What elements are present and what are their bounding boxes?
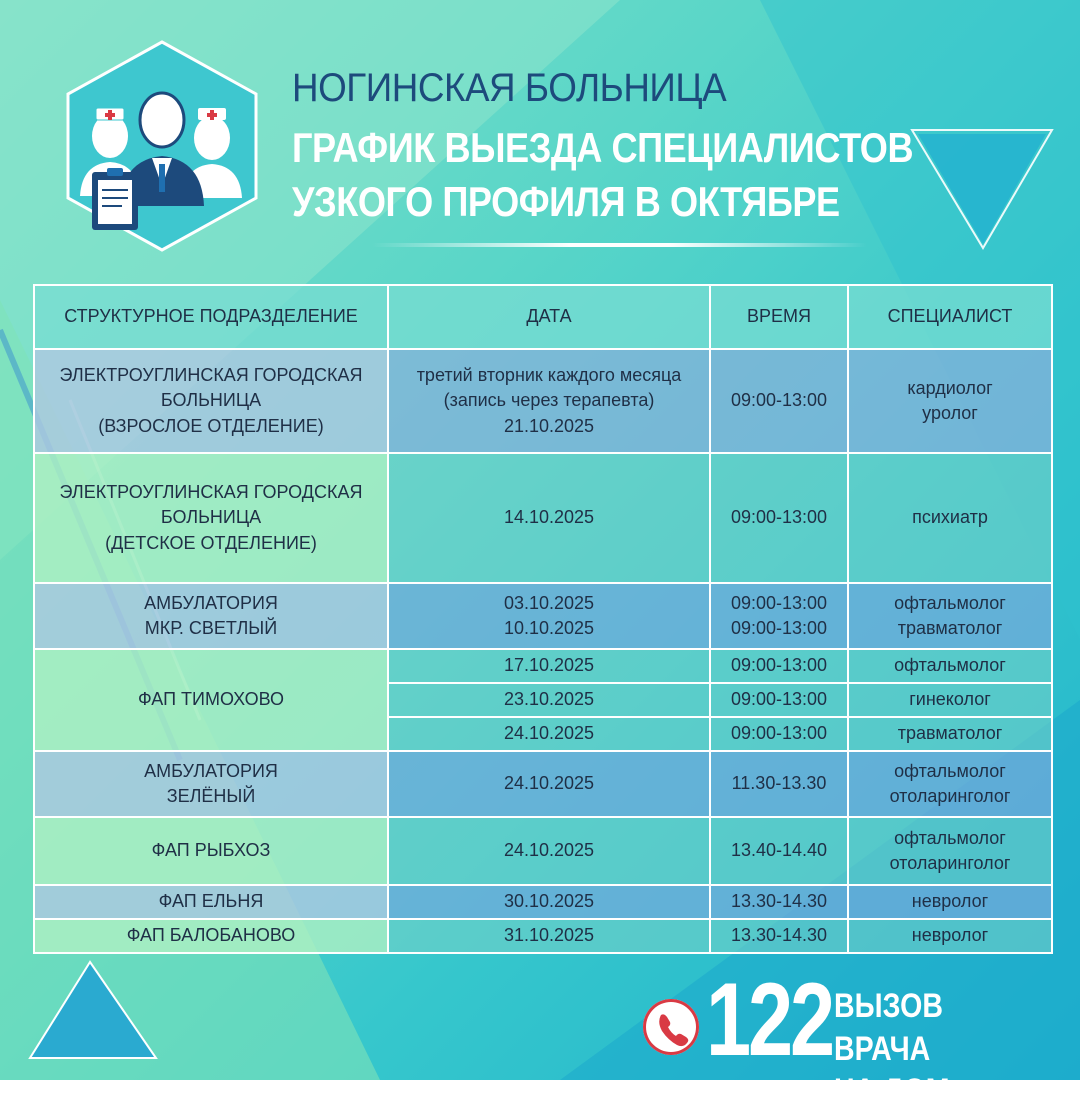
- specialist-cell: [848, 583, 1052, 649]
- specialist-cell: невролог: [848, 885, 1052, 919]
- time-cell: 09:00-13:00: [710, 349, 848, 453]
- dept-line: МКР. СВЕТЛЫЙ: [144, 618, 278, 638]
- table-row: [34, 583, 1052, 649]
- hospital-name: НОГИНСКАЯ БОЛЬНИЦА: [292, 66, 727, 110]
- specialist-name: офтальмолог: [894, 760, 1006, 781]
- time-cell: 09:00-13:00: [710, 683, 848, 717]
- dept-line: БОЛЬНИЦА: [160, 390, 262, 411]
- time-cell: [710, 583, 848, 649]
- date-cell: 14.10.2025: [388, 453, 710, 583]
- hotline-number: 122: [706, 962, 832, 1078]
- table-row: [34, 751, 1052, 817]
- specialist-cell: [848, 817, 1052, 885]
- time-cell: 09:00-13:00: [710, 453, 848, 583]
- dept-line: ЭЛЕКТРОУГЛИНСКАЯ ГОРОДСКАЯ: [59, 482, 363, 503]
- schedule-title-line1: ГРАФИК ВЫЕЗДА СПЕЦИАЛИСТОВ: [292, 124, 914, 171]
- dept-line: БОЛЬНИЦА: [160, 507, 262, 528]
- time-cell: 13.30-14.30: [710, 919, 848, 953]
- dept-cell: ФАП ТИМОХОВО: [34, 649, 388, 751]
- date-value: 03.10.2025: [503, 592, 595, 613]
- table-header-row: [34, 285, 1052, 349]
- column-header-dept: СТРУКТУРНОЕ ПОДРАЗДЕЛЕНИЕ: [34, 285, 388, 349]
- specialist-name: офтальмолог: [894, 592, 1006, 613]
- specialist-cell: травматолог: [848, 717, 1052, 751]
- specialist-cell: [848, 349, 1052, 453]
- time-value: 09:00-13:00: [730, 592, 828, 613]
- dept-line: (ДЕТСКОЕ ОТДЕЛЕНИЕ): [105, 532, 317, 553]
- dept-cell: [34, 453, 388, 583]
- date-cell: 24.10.2025: [388, 751, 710, 817]
- column-header-specialist: СПЕЦИАЛИСТ: [848, 285, 1052, 349]
- date-value: 21.10.2025: [503, 415, 595, 436]
- dept-line: ЗЕЛЁНЫЙ: [166, 786, 256, 806]
- date-cell: [388, 583, 710, 649]
- table-row: [34, 649, 1052, 683]
- time-cell: 09:00-13:00: [710, 717, 848, 751]
- dept-line: ЭЛЕКТРОУГЛИНСКАЯ ГОРОДСКАЯ: [59, 365, 363, 386]
- specialist-name: отоларинголог: [889, 786, 1011, 806]
- specialist-cell: [848, 751, 1052, 817]
- specialist-name: отоларинголог: [889, 853, 1011, 873]
- column-header-time: ВРЕМЯ: [710, 285, 848, 349]
- column-header-date: ДАТА: [388, 285, 710, 349]
- table-row: [34, 817, 1052, 885]
- date-note: третий вторник каждого месяца: [416, 365, 682, 386]
- schedule-title-line2: УЗКОГО ПРОФИЛЯ В ОКТЯБРЕ: [292, 178, 840, 225]
- specialist-name: уролог: [922, 403, 978, 423]
- medical-staff-icon: [52, 36, 272, 256]
- dept-line: АМБУЛАТОРИЯ: [144, 760, 278, 781]
- specialist-cell: офтальмолог: [848, 649, 1052, 683]
- schedule-table: [33, 284, 1053, 954]
- dept-cell: ФАП БАЛОБАНОВО: [34, 919, 388, 953]
- hotline-text: [834, 985, 1041, 1113]
- date-note: (запись через терапевта): [443, 390, 655, 411]
- time-cell: 13.30-14.30: [710, 885, 848, 919]
- date-cell: [388, 349, 710, 453]
- dept-cell: [34, 751, 388, 817]
- table-row: [34, 919, 1052, 953]
- date-cell: 17.10.2025: [388, 649, 710, 683]
- date-cell: 30.10.2025: [388, 885, 710, 919]
- time-cell: 09:00-13:00: [710, 649, 848, 683]
- dept-cell: [34, 583, 388, 649]
- date-cell: 24.10.2025: [388, 817, 710, 885]
- specialist-cell: психиатр: [848, 453, 1052, 583]
- date-cell: 24.10.2025: [388, 717, 710, 751]
- hotline-text-line: НА ДОМ: [834, 1072, 950, 1110]
- table-row: [34, 885, 1052, 919]
- specialist-name: травматолог: [897, 618, 1003, 638]
- dept-cell: ФАП РЫБХОЗ: [34, 817, 388, 885]
- table-row: [34, 453, 1052, 583]
- specialist-name: офтальмолог: [894, 827, 1006, 848]
- specialist-cell: гинеколог: [848, 683, 1052, 717]
- phone-icon-glyph: [643, 999, 699, 1055]
- dept-cell: ФАП ЕЛЬНЯ: [34, 885, 388, 919]
- specialist-cell: невролог: [848, 919, 1052, 953]
- date-cell: 31.10.2025: [388, 919, 710, 953]
- time-value: 09:00-13:00: [730, 618, 828, 638]
- time-cell: 13.40-14.40: [710, 817, 848, 885]
- date-value: 10.10.2025: [503, 618, 595, 638]
- title-divider: [372, 243, 867, 247]
- time-cell: 11.30-13.30: [710, 751, 848, 817]
- date-cell: 23.10.2025: [388, 683, 710, 717]
- dept-cell: [34, 349, 388, 453]
- dept-line: АМБУЛАТОРИЯ: [144, 592, 278, 613]
- phone-icon: [643, 999, 699, 1055]
- dept-line: (ВЗРОСЛОЕ ОТДЕЛЕНИЕ): [98, 415, 324, 436]
- hotline-text-line: ВЫЗОВ ВРАЧА: [834, 987, 943, 1068]
- specialist-name: кардиолог: [907, 377, 993, 398]
- table-row: [34, 349, 1052, 453]
